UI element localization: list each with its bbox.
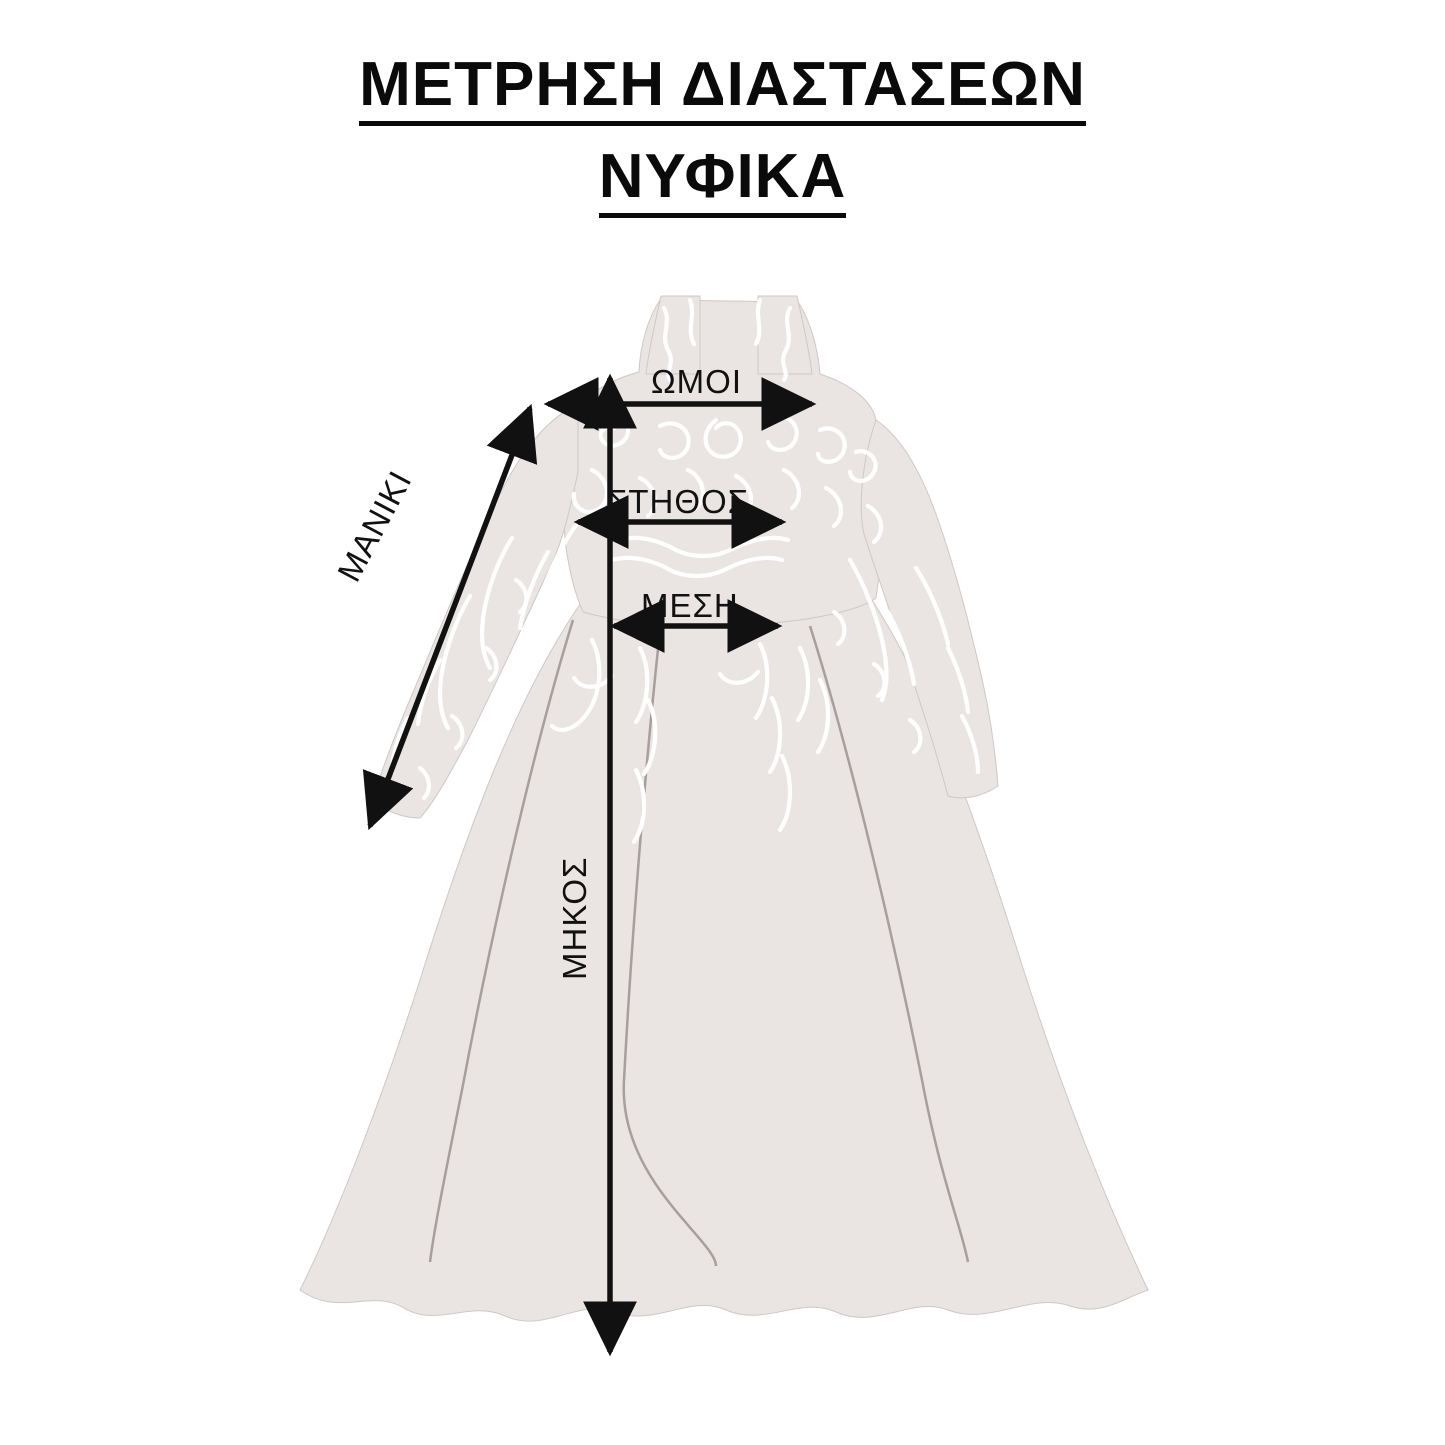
label-bust: ΣΤΗΘΟΣ [607, 483, 750, 520]
gown-illustration [300, 296, 1148, 1321]
label-length: ΜΗΚΟΣ [556, 856, 593, 980]
page-title-line-2: ΝΥΦΙΚΑ [599, 144, 846, 218]
label-shoulders: ΩΜΟΙ [651, 363, 742, 400]
label-waist: ΜΕΣΗ [641, 587, 739, 624]
page-title-line-1: ΜΕΤΡΗΣΗ ΔΙΑΣΤΑΣΕΩΝ [359, 52, 1086, 126]
label-sleeve: ΜΑΝΙΚΙ [330, 464, 419, 588]
